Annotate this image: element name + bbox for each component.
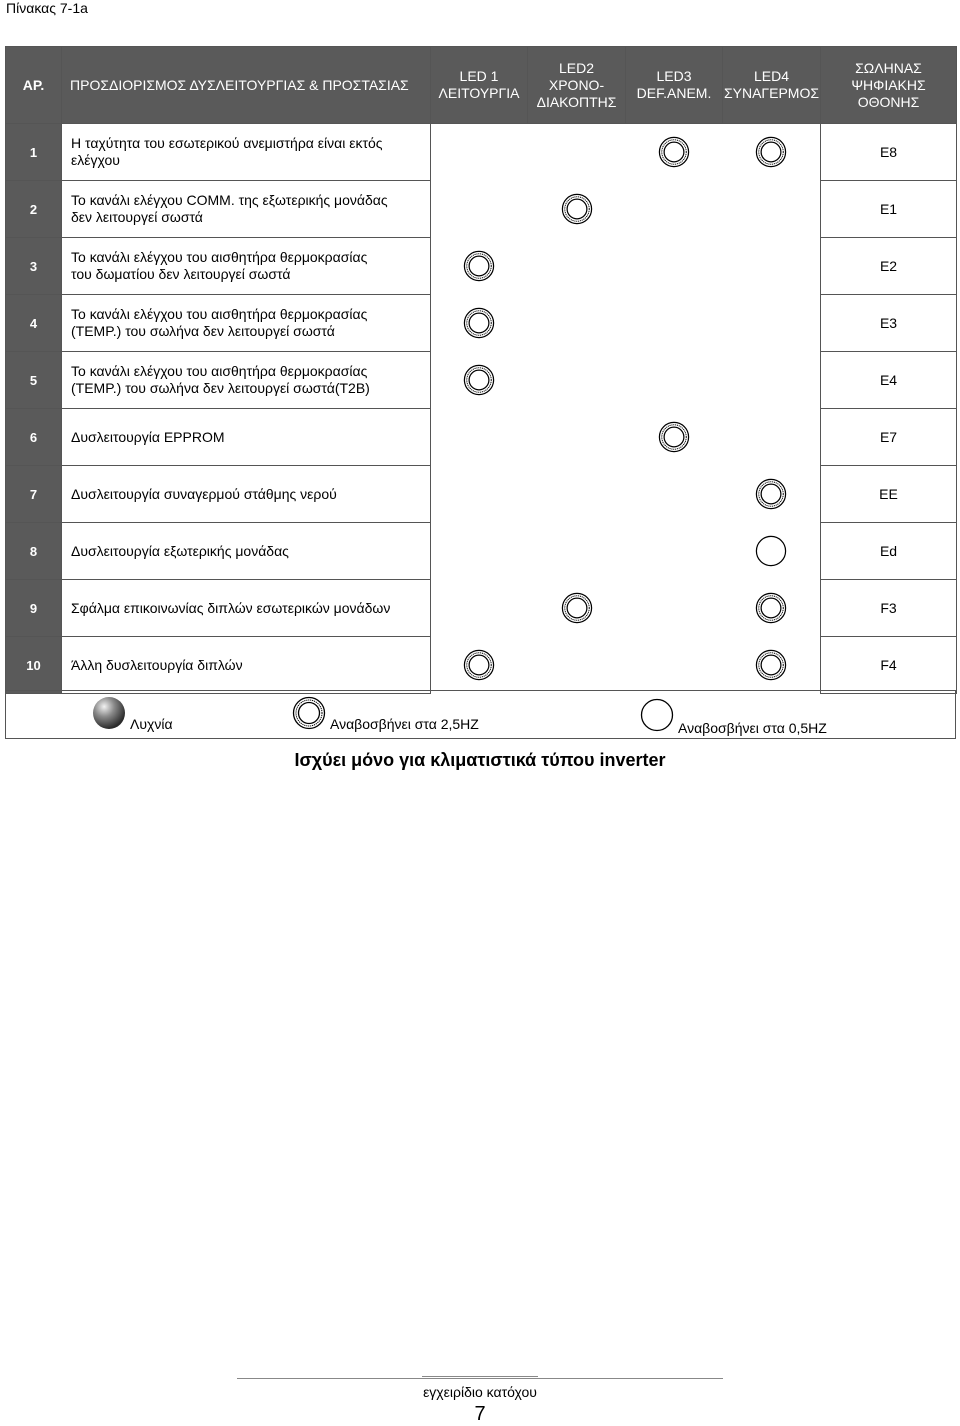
description-line: Το κανάλι ελέγχου COMM. της εξωτερικής μονάδας xyxy=(71,192,388,208)
led-flash-2-5hz-icon xyxy=(463,250,495,282)
led1-cell xyxy=(431,580,528,637)
row-description xyxy=(62,352,431,409)
led-flash-2-5hz-icon xyxy=(658,421,690,453)
led2-cell xyxy=(528,124,626,181)
led1-cell xyxy=(431,352,528,409)
led3-cell xyxy=(626,523,723,580)
legend xyxy=(5,690,956,739)
display-code: EE xyxy=(821,466,957,523)
led-flash-2-5hz-icon xyxy=(755,592,787,624)
table-row xyxy=(6,181,957,238)
led-flash-2-5hz-icon xyxy=(463,649,495,681)
led3-cell xyxy=(626,295,723,352)
display-code: F4 xyxy=(821,637,957,694)
table-row xyxy=(6,409,957,466)
row-description xyxy=(62,637,431,694)
led-flash-0-5hz-icon xyxy=(640,698,674,732)
description-line: Δυσλειτουργία συναγερμού στάθμης νερού xyxy=(71,485,337,502)
description-line: (TEMP.) του σωλήνα δεν λειτουργεί σωστά(T2B) xyxy=(71,380,370,396)
display-code: F3 xyxy=(821,580,957,637)
table-row xyxy=(6,466,957,523)
led-flash-2-5hz-icon xyxy=(658,136,690,168)
header-led4: LED4 ΣΥΝΑΓΕΡΜΟΣ xyxy=(723,47,821,124)
header-led1: LED 1 ΛΕΙΤΟΥΡΓΙΑ xyxy=(431,47,528,124)
page-number: 7 xyxy=(474,1403,486,1425)
description-line: Το κανάλι ελέγχου του αισθητήρα θερμοκρασίας xyxy=(71,306,368,322)
table-row xyxy=(6,295,957,352)
table-caption: Πίνακας 7-1a xyxy=(6,0,88,16)
header-led2: LED2 ΧΡΟΝΟ- ΔΙΑΚΟΠΤΗΣ xyxy=(528,47,626,124)
display-code: Ed xyxy=(821,523,957,580)
led1-cell xyxy=(431,295,528,352)
led-flash-2-5hz-icon xyxy=(561,193,593,225)
led1-cell xyxy=(431,637,528,694)
row-number: 10 xyxy=(6,637,62,694)
led2-cell xyxy=(528,181,626,238)
led4-cell xyxy=(723,409,821,466)
description-line: Δυσλειτουργία EPPROM xyxy=(71,428,225,445)
led3-cell xyxy=(626,352,723,409)
led4-cell xyxy=(723,466,821,523)
led4-cell xyxy=(723,580,821,637)
led2-cell xyxy=(528,352,626,409)
description-line: Σφάλμα επικοινωνίας διπλών εσωτερικών μονάδων xyxy=(71,599,391,616)
table-row xyxy=(6,124,957,181)
led1-cell xyxy=(431,124,528,181)
row-description xyxy=(62,580,431,637)
led1-cell xyxy=(431,238,528,295)
header-description: ΠΡΟΣΔΙΟΡΙΣΜΟΣ ΔΥΣΛΕΙΤΟΥΡΓΙΑΣ & ΠΡΟΣΤΑΣΙΑΣ xyxy=(62,47,431,124)
led3-cell xyxy=(626,181,723,238)
display-code: E1 xyxy=(821,181,957,238)
led3-cell xyxy=(626,124,723,181)
fault-table xyxy=(5,46,957,694)
led3-cell xyxy=(626,409,723,466)
led4-cell xyxy=(723,181,821,238)
led2-cell xyxy=(528,580,626,637)
row-description xyxy=(62,124,431,181)
table-row xyxy=(6,580,957,637)
row-description xyxy=(62,523,431,580)
row-number: 2 xyxy=(6,181,62,238)
led-flash-0-5hz-icon xyxy=(755,535,787,567)
led2-cell xyxy=(528,637,626,694)
row-number: 1 xyxy=(6,124,62,181)
led2-cell xyxy=(528,295,626,352)
led4-cell xyxy=(723,295,821,352)
led4-cell xyxy=(723,523,821,580)
led-flash-2-5hz-icon xyxy=(561,592,593,624)
row-number: 8 xyxy=(6,523,62,580)
led-flash-2-5hz-icon xyxy=(463,364,495,396)
row-number: 9 xyxy=(6,580,62,637)
legend-on: Λυχνία xyxy=(92,694,173,732)
table-row xyxy=(6,238,957,295)
legend-flash-0-5hz: Αναβοσβήνει στα 0,5HZ xyxy=(640,694,827,736)
led-flash-2-5hz-icon xyxy=(755,478,787,510)
row-description xyxy=(62,238,431,295)
row-description xyxy=(62,295,431,352)
led-flash-2-5hz-icon xyxy=(755,649,787,681)
led1-cell xyxy=(431,523,528,580)
led-on-icon xyxy=(92,696,126,730)
display-code: E2 xyxy=(821,238,957,295)
header-display-code: ΣΩΛΗΝΑΣ ΨΗΦΙΑΚΗΣ ΟΘΟΝΗΣ xyxy=(821,47,957,124)
led-flash-2-5hz-icon xyxy=(755,136,787,168)
led4-cell xyxy=(723,637,821,694)
row-description xyxy=(62,181,431,238)
row-description xyxy=(62,409,431,466)
footer-text: εγχειρίδιο κατόχου xyxy=(423,1384,537,1400)
header-led3: LED3 DEF.ANEM. xyxy=(626,47,723,124)
table-row xyxy=(6,637,957,694)
display-code: E7 xyxy=(821,409,957,466)
led1-cell xyxy=(431,181,528,238)
row-description xyxy=(62,466,431,523)
inverter-note: Ισχύει μόνο για κλιματιστικά τύπου inverter xyxy=(294,750,666,770)
led2-cell xyxy=(528,238,626,295)
led3-cell xyxy=(626,637,723,694)
led3-cell xyxy=(626,466,723,523)
led4-cell xyxy=(723,124,821,181)
footer-divider xyxy=(237,1378,723,1379)
led4-cell xyxy=(723,238,821,295)
description-line: Η ταχύτητα του εσωτερικού ανεμιστήρα είναι εκτός xyxy=(71,135,383,151)
description-line: Το κανάλι ελέγχου του αισθητήρα θερμοκρασίας xyxy=(71,249,368,265)
led2-cell xyxy=(528,466,626,523)
led-flash-2-5hz-icon xyxy=(292,696,326,730)
table-row xyxy=(6,523,957,580)
header-num: ΑΡ. xyxy=(6,47,62,124)
row-number: 3 xyxy=(6,238,62,295)
footer-divider-short xyxy=(422,1376,538,1377)
row-number: 7 xyxy=(6,466,62,523)
led-flash-2-5hz-icon xyxy=(463,307,495,339)
display-code: E4 xyxy=(821,352,957,409)
led3-cell xyxy=(626,580,723,637)
led1-cell xyxy=(431,466,528,523)
description-line: Το κανάλι ελέγχου του αισθητήρα θερμοκρασίας xyxy=(71,363,368,379)
led2-cell xyxy=(528,523,626,580)
description-line: ελέγχου xyxy=(71,152,120,168)
table-row xyxy=(6,352,957,409)
row-number: 6 xyxy=(6,409,62,466)
description-line: του δωματίου δεν λειτουργεί σωστά xyxy=(71,266,291,282)
row-number: 4 xyxy=(6,295,62,352)
description-line: δεν λειτουργεί σωστά xyxy=(71,209,203,225)
display-code: E3 xyxy=(821,295,957,352)
header-row xyxy=(6,47,957,124)
row-number: 5 xyxy=(6,352,62,409)
description-line: Άλλη δυσλειτουργία διπλών xyxy=(71,656,243,673)
legend-flash-2-5hz: Αναβοσβήνει στα 2,5HZ xyxy=(292,694,479,732)
led3-cell xyxy=(626,238,723,295)
led1-cell xyxy=(431,409,528,466)
display-code: E8 xyxy=(821,124,957,181)
description-line: Δυσλειτουργία εξωτερικής μονάδας xyxy=(71,542,289,559)
led4-cell xyxy=(723,352,821,409)
description-line: (TEMP.) του σωλήνα δεν λειτουργεί σωστά xyxy=(71,323,335,339)
led2-cell xyxy=(528,409,626,466)
